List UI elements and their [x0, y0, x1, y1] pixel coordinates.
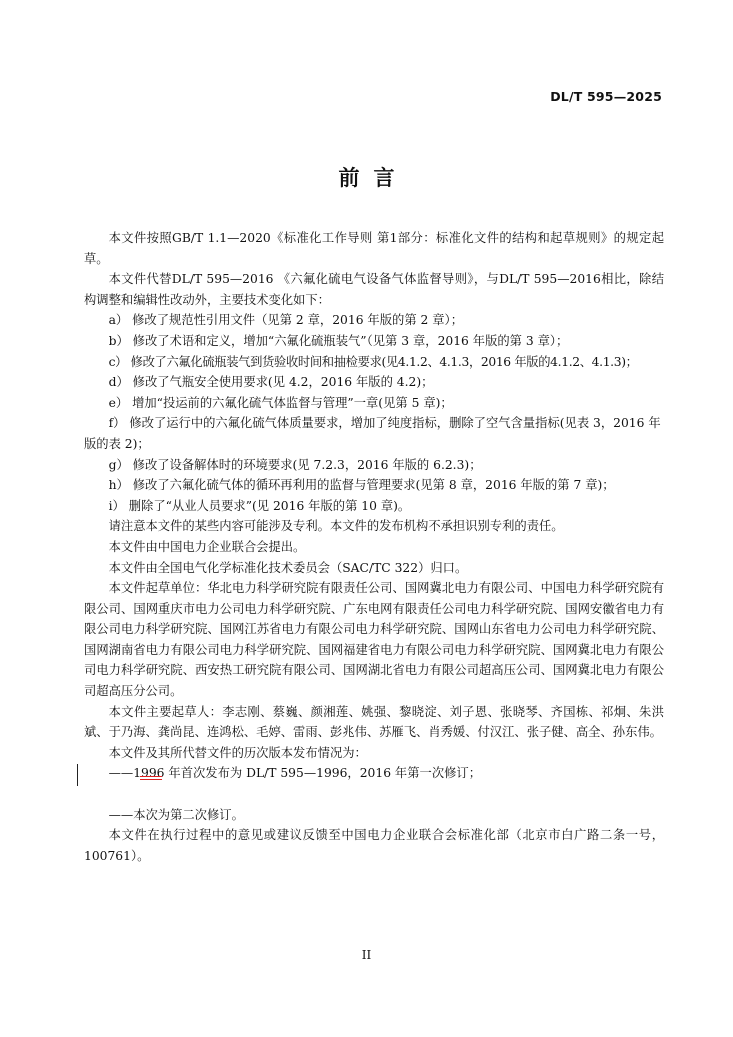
list-item: d） 修改了气瓶安全使用要求(见 4.2，2016 年版的 4.2)；	[108, 375, 434, 390]
list-item: g） 修改了设备解体时的环境要求(见 7.2.3，2016 年版的 6.2.3)；	[108, 457, 482, 472]
blank-line	[84, 784, 664, 805]
history-entry-second: ——本次为第二次修订。	[108, 807, 244, 822]
list-item: e） 增加“投运前的六氟化硫气体监督与管理”一章(见第 5 章)；	[108, 395, 453, 410]
list-item: b） 修改了术语和定义，增加“六氟化硫瓶装气”（见第 3 章，2016 年版的第 3 章）；	[108, 333, 569, 348]
document-code: DL/T 595—2025	[550, 89, 662, 104]
list-item-text: f） 修改了运行中的六氟化硫气体质量要求，增加了纯度指标，删除了空气含量指标(见表 3，2016 年版的表 2)；	[84, 416, 661, 451]
paragraph-drafting-units: 本文件起草单位：华北电力科学研究院有限责任公司、国网冀北电力有限公司、中国电力科学研究院有限公司、国网重庆市电力公司电力科学研究院、广东电网有限责任公司电力科学研究院、国网安徽省电力有限公司电力科学研究院、国网江苏省电力有限公司电力科学研究院、国网山东省电力公司电力科学研究院、国网湖南省电力有限公司电力科学研究院、国网福建省电力有限公司电力科学研究院、国网冀北电力有限公司电力科学研究院、西安热工研究院有限公司、国网湖北省电力有限公司超高压公司、国网冀北电力有限公司超高压分公司。	[84, 581, 664, 699]
paragraph-committee: 本文件由全国电气化学标准化技术委员会（SAC/TC 322）归口。	[108, 560, 468, 575]
list-item: i） 删除了“从业人员要求”(见 2016 年版的第 10 章)。	[108, 498, 411, 513]
page-number: II	[361, 948, 372, 962]
page-title: 前言	[338, 166, 409, 190]
document-body	[84, 228, 664, 866]
list-item: c） 修改了六氟化硫瓶装气到货验收时间和抽检要求(见4.1.2、4.1.3，2016 年版的4.1.2、4.1.3)；	[108, 354, 638, 369]
history-entry-first: ——1996 年首次发布为 DL/T 595—1996，2016 年第一次修订；	[108, 766, 482, 781]
paragraph-proposer: 本文件由中国电力企业联合会提出。	[108, 539, 306, 554]
text-cursor	[77, 764, 78, 786]
list-item: a） 修改了规范性引用文件（见第 2 章，2016 年版的第 2 章）；	[108, 313, 463, 328]
paragraph-history-intro: 本文件及其所代替文件的历次版本发布情况为：	[108, 745, 367, 760]
paragraph-drafting-rules: 本文件按照GB/T 1.1—2020《标准化工作导则 第1部分：标准化文件的结构和起草规则》的规定起草。	[84, 231, 664, 266]
list-item: h） 修改了六氟化硫气体的循环再利用的监督与管理要求(见第 8 章，2016 年版的第 7 章)；	[108, 478, 615, 493]
list-item	[84, 413, 664, 454]
paragraph-patent-notice: 请注意本文件的某些内容可能涉及专利。本文件的发布机构不承担识别专利的责任。	[108, 519, 564, 534]
paragraph-replacement: 本文件代替DL/T 595—2016 《六氟化硫电气设备气体监督导则》，与DL/T 595—2016相比，除结构调整和编辑性改动外，主要技术变化如下：	[84, 272, 664, 307]
red-revision-mark	[140, 776, 162, 780]
paragraph-feedback: 本文件在执行过程中的意见或建议反馈至中国电力企业联合会标准化部（北京市白广路二条一号，100761）。	[84, 828, 664, 863]
paragraph-drafters: 本文件主要起草人：李志刚、蔡巍、颜湘莲、姚强、黎晓淀、刘子恩、张晓琴、齐国栋、祁炯、朱洪斌、于乃海、龚尚昆、连鸿松、毛婷、雷雨、彭兆伟、苏雁飞、肖秀媛、付汉江、张子健、高全、孙东伟。	[84, 704, 664, 740]
